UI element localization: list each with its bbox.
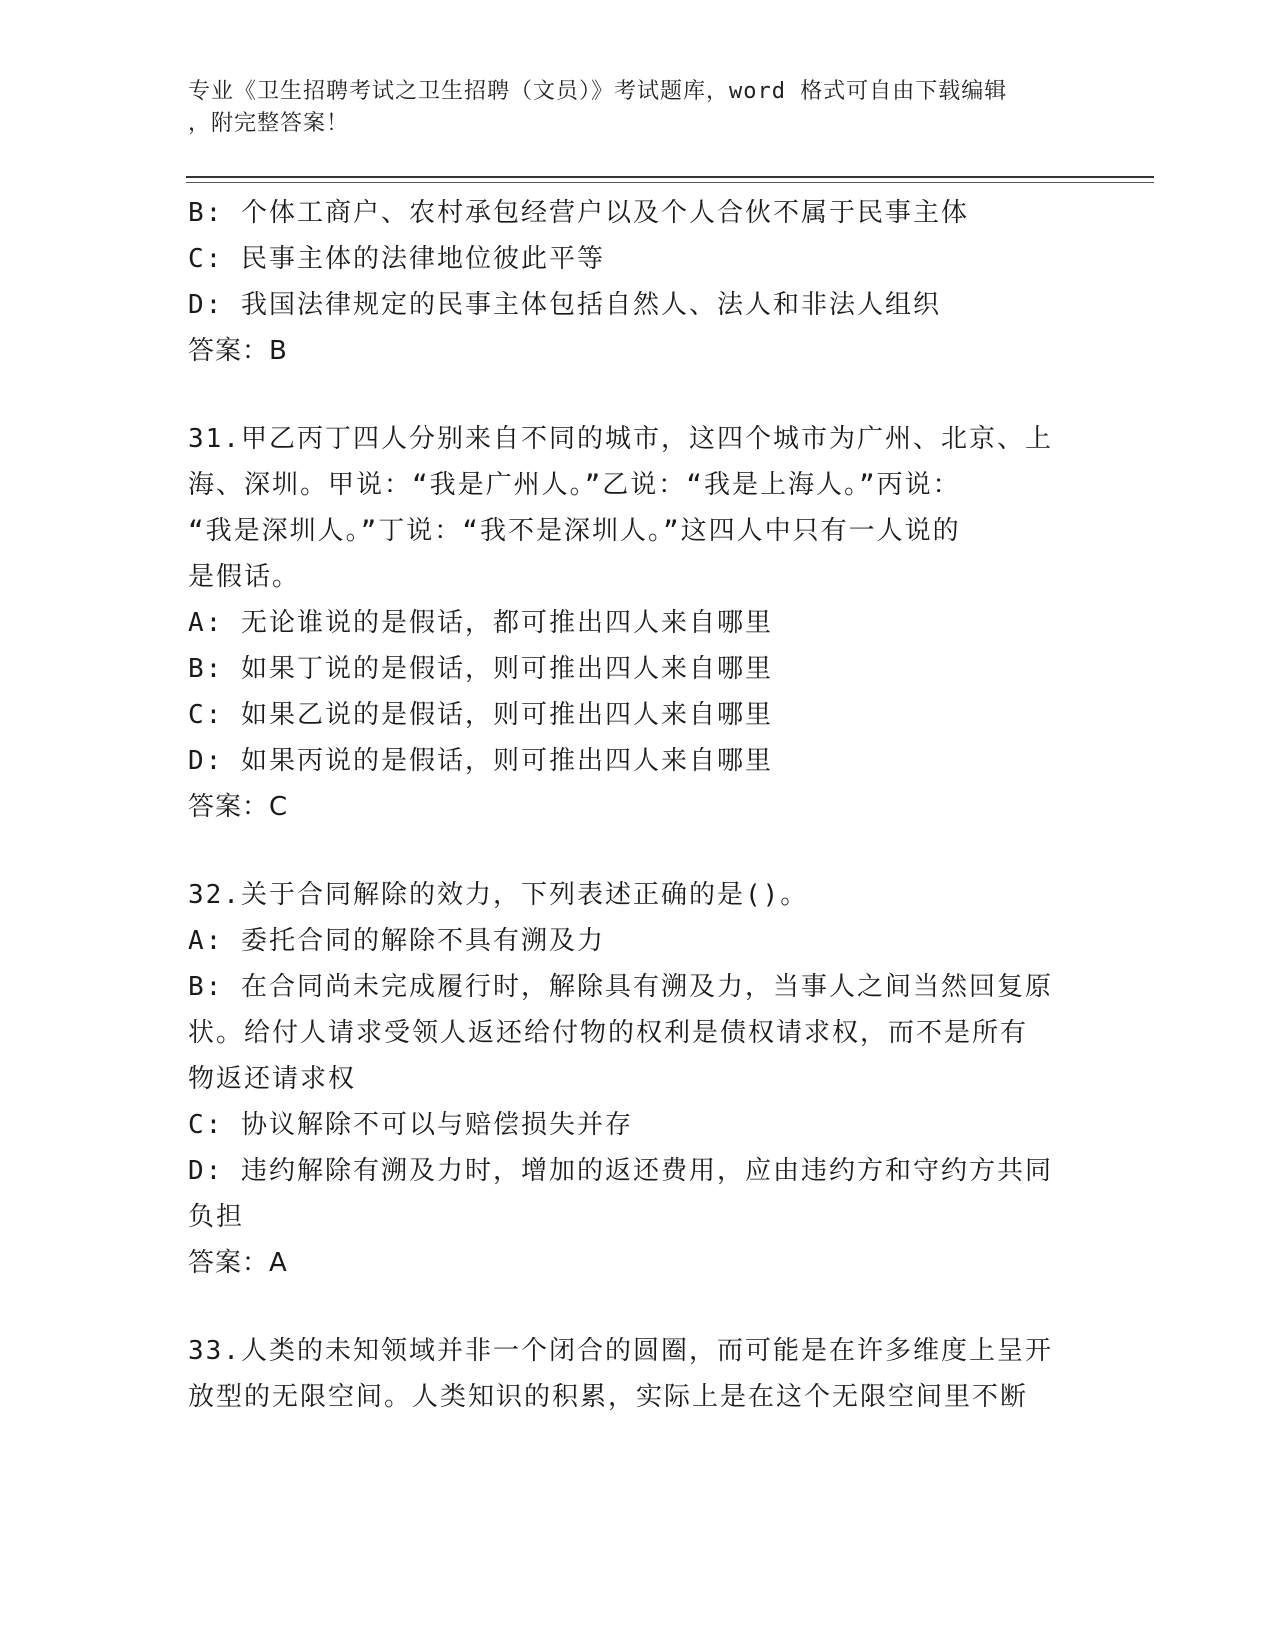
document-header xyxy=(188,76,1068,140)
question-stem-line: 放型的无限空间。人类知识的积累，实际上是在这个无限空间里不断 xyxy=(188,1382,1029,1412)
option-line: 物返还请求权 xyxy=(188,1064,357,1094)
option-line: C: 协议解除不可以与赔偿损失并存 xyxy=(188,1110,633,1140)
option-line: C: 如果乙说的是假话，则可推出四人来自哪里 xyxy=(188,700,773,730)
question-31 xyxy=(188,416,1088,830)
option-line: D: 如果丙说的是假话，则可推出四人来自哪里 xyxy=(188,746,773,776)
option-line: 负担 xyxy=(188,1202,245,1232)
header-divider-thin xyxy=(186,182,1154,183)
option-line: B: 个体工商户、农村承包经营户以及个人合伙不属于民事主体 xyxy=(188,198,969,228)
question-content xyxy=(188,190,1088,1420)
option-line: B: 在合同尚未完成履行时，解除具有溯及力，当事人之间当然回复原 xyxy=(188,972,1053,1002)
question-stem-line: “我是深圳人。”丁说：“我不是深圳人。”这四人中只有一人说的 xyxy=(188,516,961,546)
question-32 xyxy=(188,872,1088,1286)
question-30 xyxy=(188,190,1088,374)
answer-line: 答案：B xyxy=(188,336,288,366)
question-stem-line: 33.人类的未知领域并非一个闭合的圆圈，而可能是在许多维度上呈开 xyxy=(188,1336,1053,1366)
header-line: 专业《卫生招聘考试之卫生招聘（文员）》考试题库，word 格式可自由下载编辑 xyxy=(188,79,1008,104)
option-line: 状。给付人请求受领人返还给付物的权利是债权请求权，而不是所有 xyxy=(188,1018,1029,1048)
spacer xyxy=(188,830,1088,872)
question-stem-line: 31.甲乙丙丁四人分别来自不同的城市，这四个城市为广州、北京、上 xyxy=(188,424,1053,454)
answer-line: 答案：A xyxy=(188,1248,288,1278)
option-line: C: 民事主体的法律地位彼此平等 xyxy=(188,244,605,274)
question-stem-line: 32.关于合同解除的效力，下列表述正确的是()。 xyxy=(188,880,809,910)
header-divider xyxy=(186,176,1154,178)
header-line: ，附完整答案！ xyxy=(188,111,350,136)
option-line: A: 无论谁说的是假话，都可推出四人来自哪里 xyxy=(188,608,773,638)
option-line: D: 我国法律规定的民事主体包括自然人、法人和非法人组织 xyxy=(188,290,941,320)
option-line: D: 违约解除有溯及力时，增加的返还费用，应由违约方和守约方共同 xyxy=(188,1156,1053,1186)
option-line: B: 如果丁说的是假话，则可推出四人来自哪里 xyxy=(188,654,773,684)
spacer xyxy=(188,1286,1088,1328)
question-33 xyxy=(188,1328,1088,1420)
question-stem-line: 是假话。 xyxy=(188,562,301,592)
option-line: A: 委托合同的解除不具有溯及力 xyxy=(188,926,605,956)
question-stem-line: 海、深圳。甲说：“我是广州人。”乙说：“我是上海人。”丙说： xyxy=(188,470,961,500)
answer-line: 答案：C xyxy=(188,792,289,822)
spacer xyxy=(188,374,1088,416)
